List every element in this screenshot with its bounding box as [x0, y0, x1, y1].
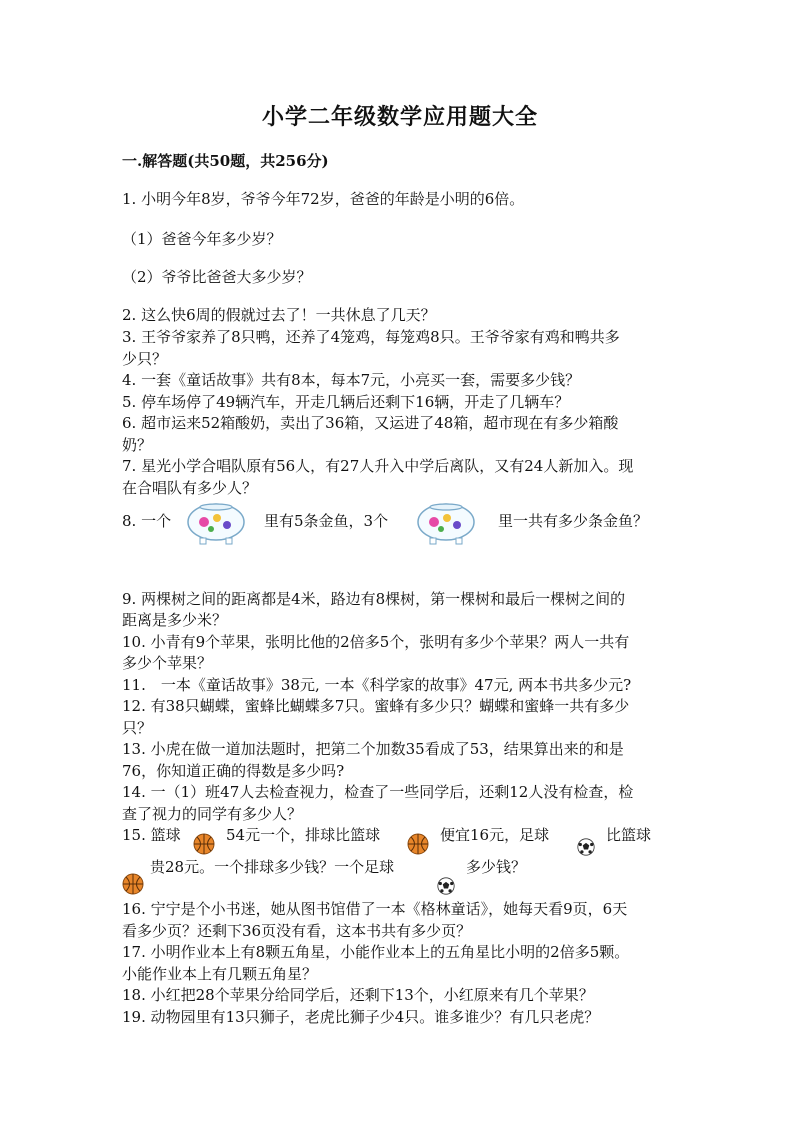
question-10-line-2: 多少个苹果？ — [122, 654, 213, 672]
question-9-line-2: 距离是多少米？ — [122, 611, 228, 629]
basketball-icon — [122, 873, 144, 895]
question-7-line-1: 7. 星光小学合唱队原有56人，有27人升入中学后离队，又有24人新加入。现 — [122, 457, 634, 475]
question-12-line-2: 只？ — [122, 719, 153, 737]
question-12-line-1: 12. 有38只蝴蝶，蜜蜂比蝴蝶多7只。蜜蜂有多少只？蝴蝶和蜜蜂一共有多少 — [122, 697, 630, 715]
question-2: 2. 这么快6周的假就过去了！一共休息了几天？ — [122, 306, 436, 324]
question-15-part-4: 比篮球 — [606, 826, 652, 844]
section-heading: 一.解答题(共50题，共256分) — [122, 152, 329, 170]
question-16-line-1: 16. 宁宁是个小书迷，她从图书馆借了一本《格林童话》，她每天看9页，6天 — [122, 900, 628, 918]
question-13-line-1: 13. 小虎在做一道加法题时，把第二个加数35看成了53，结果算出来的和是 — [122, 740, 624, 758]
question-14-line-2: 查了视力的同学有多少人？ — [122, 805, 303, 823]
fishbowl-icon — [184, 500, 248, 548]
question-15-part-5: 贵28元。一个排球多少钱？一个足球 — [150, 858, 395, 876]
basketball-icon — [193, 833, 215, 855]
question-8-part-3: 里一共有多少条金鱼？ — [498, 512, 649, 530]
question-15-part-1: 15. 篮球 — [122, 826, 181, 844]
question-15-part-2: 54元一个，排球比篮球 — [226, 826, 381, 844]
question-19: 19. 动物园里有13只狮子，老虎比狮子少4只。谁多谁少？有几只老虎？ — [122, 1008, 600, 1026]
question-6-line-1: 6. 超市运来52箱酸奶，卖出了36箱，又运进了48箱，超市现在有多少箱酸 — [122, 414, 619, 432]
question-14-line-1: 14. 一（1）班47人去检查视力，检查了一些同学后，还剩12人没有检查，检 — [122, 783, 634, 801]
question-8-part-2: 里有5条金鱼，3个 — [264, 512, 389, 530]
basketball-icon — [407, 833, 429, 855]
question-15-part-6: 多少钱？ — [466, 858, 527, 876]
page-title: 小学二年级数学应用题大全 — [261, 104, 538, 130]
question-15-part-3: 便宜16元，足球 — [440, 826, 550, 844]
question-16-line-2: 看多少页？还剩下36页没有看，这本书共有多少页？ — [122, 922, 472, 940]
question-11: 11. 一本《童话故事》38元, 一本《科学家的故事》47元, 两本书共多少元? — [122, 676, 632, 694]
question-8-part-1: 8. 一个 — [122, 512, 172, 530]
question-4: 4. 一套《童话故事》共有8本，每本7元，小亮买一套，需要多少钱？ — [122, 371, 581, 389]
question-1-sub-2: （2）爷爷比爸爸大多少岁？ — [122, 268, 312, 286]
question-1-sub-1: （1）爸爸今年多少岁？ — [122, 230, 282, 248]
question-1: 1. 小明今年8岁，爷爷今年72岁，爸爸的年龄是小明的6倍。 — [122, 190, 525, 208]
question-18: 18. 小红把28个苹果分给同学后，还剩下13个，小红原来有几个苹果？ — [122, 986, 594, 1004]
question-17-line-1: 17. 小明作业本上有8颗五角星，小能作业本上的五角星比小明的2倍多5颗。 — [122, 943, 630, 961]
question-5: 5. 停车场停了49辆汽车，开走几辆后还剩下16辆，开走了几辆车？ — [122, 393, 570, 411]
question-9-line-1: 9. 两棵树之间的距离都是4米，路边有8棵树，第一棵树和最后一棵树之间的 — [122, 590, 626, 608]
soccer-ball-icon — [437, 877, 455, 895]
question-10-line-1: 10. 小青有9个苹果，张明比他的2倍多5个，张明有多少个苹果？两人一共有 — [122, 633, 630, 651]
question-7-line-2: 在合唱队有多少人？ — [122, 479, 258, 497]
question-13-line-2: 76，你知道正确的得数是多少吗? — [122, 762, 345, 780]
question-6-line-2: 奶？ — [122, 436, 153, 454]
question-3-line-1: 3. 王爷爷家养了8只鸭，还养了4笼鸡，每笼鸡8只。王爷爷家有鸡和鸭共多 — [122, 328, 620, 346]
fishbowl-icon — [414, 500, 478, 548]
question-3-line-2: 少只？ — [122, 350, 168, 368]
soccer-ball-icon — [577, 838, 595, 856]
question-17-line-2: 小能作业本上有几颗五角星？ — [122, 965, 318, 983]
